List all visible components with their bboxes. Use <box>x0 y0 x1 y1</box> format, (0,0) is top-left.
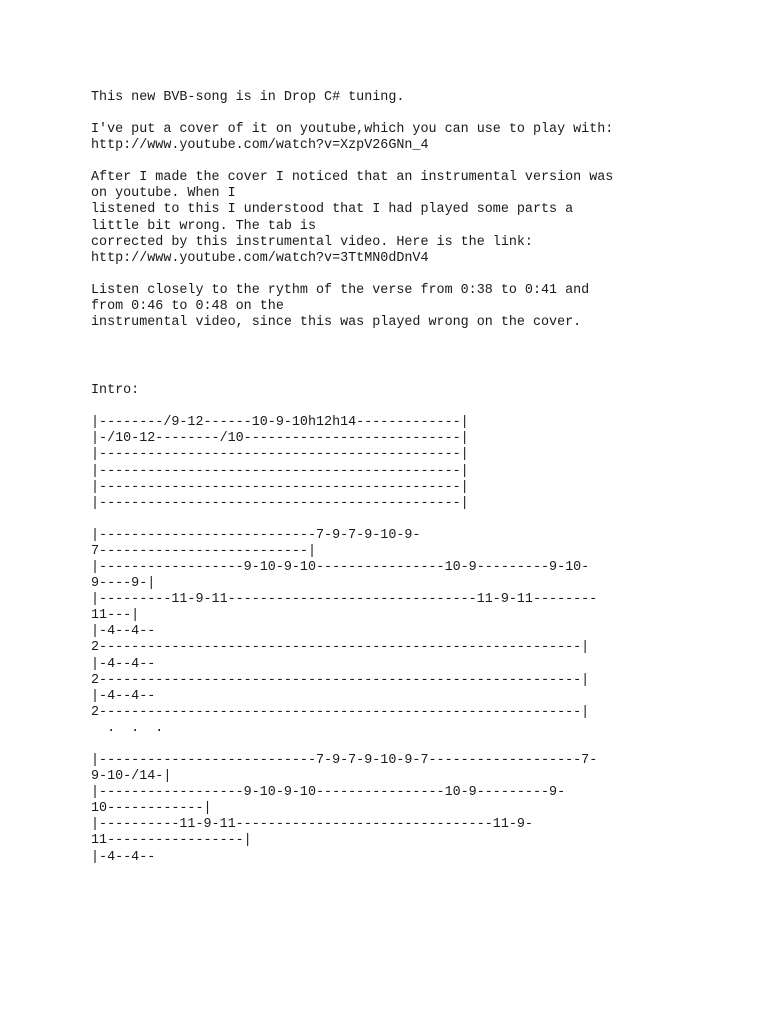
tab-line: 11---| <box>91 608 140 624</box>
tab-document <box>91 90 731 866</box>
tab-line: |---------11-9-11-------------------------------11-9-11-------- <box>91 592 598 608</box>
section-heading <box>91 383 731 399</box>
text-line: This new BVB-song is in Drop C# tuning. <box>91 90 405 105</box>
tab-block-1 <box>91 415 731 512</box>
tab-line: |-4--4-- <box>91 849 156 865</box>
tab-line: 2------------------------------------------------------------| <box>91 672 590 688</box>
tab-line: 9-10-/14-| <box>91 769 172 785</box>
text-line: I've put a cover of it on youtube,which you can use to play with: <box>91 122 614 138</box>
tab-line: |------------------9-10-9-10----------------10-9---------9- <box>91 785 566 801</box>
tab-block-3 <box>91 753 731 866</box>
tab-line: |--------/9-12------10-9-10h12h14-------------| <box>91 415 469 431</box>
tab-line: |---------------------------------------------| <box>91 463 469 479</box>
cover-link: http://www.youtube.com/watch?v=XzpV26GNn_4 <box>91 138 429 154</box>
text-line: After I made the cover I noticed that an instrumental version was <box>91 170 614 186</box>
tab-line: 2------------------------------------------------------------| <box>91 704 590 720</box>
continuation-dots: . . . <box>91 720 164 736</box>
text-line: little bit wrong. The tab is <box>91 218 316 234</box>
tab-block-2 <box>91 528 731 737</box>
tuning-note <box>91 90 731 106</box>
tab-line: |-4--4-- <box>91 624 156 640</box>
tab-line: |------------------9-10-9-10----------------10-9---------9-10- <box>91 559 590 575</box>
section-label: Intro: <box>91 383 140 399</box>
instrumental-note <box>91 170 731 267</box>
tab-line: |---------------------------7-9-7-9-10-9- <box>91 527 421 543</box>
text-line: corrected by this instrumental video. Here is the link: <box>91 234 533 250</box>
tab-line: 9----9-| <box>91 576 156 592</box>
cover-note <box>91 122 731 154</box>
tab-line: |-4--4-- <box>91 656 156 672</box>
text-line: listened to this I understood that I had played some parts a <box>91 202 574 218</box>
tab-line: |---------------------------------------------| <box>91 479 469 495</box>
tab-line: |----------11-9-11--------------------------------11-9- <box>91 817 533 833</box>
text-line: Listen closely to the rythm of the verse from 0:38 to 0:41 and <box>91 282 590 298</box>
tab-line: |-/10-12--------/10---------------------------| <box>91 431 469 447</box>
tab-line: 11-----------------| <box>91 833 252 849</box>
text-line: from 0:46 to 0:48 on the <box>91 298 284 314</box>
tab-line: 7--------------------------| <box>91 543 316 559</box>
tab-line: |---------------------------7-9-7-9-10-9-7-------------------7- <box>91 753 598 768</box>
text-line: instrumental video, since this was played wrong on the cover. <box>91 315 582 331</box>
tab-line: 10------------| <box>91 801 212 817</box>
tab-line: |---------------------------------------------| <box>91 495 469 511</box>
rhythm-note <box>91 283 731 331</box>
tab-line: |---------------------------------------------| <box>91 447 469 463</box>
tab-line: |-4--4-- <box>91 688 156 704</box>
tab-line: 2------------------------------------------------------------| <box>91 640 590 656</box>
text-line: on youtube. When I <box>91 186 236 202</box>
instrumental-link: http://www.youtube.com/watch?v=3TtMN0dDnV4 <box>91 250 429 266</box>
